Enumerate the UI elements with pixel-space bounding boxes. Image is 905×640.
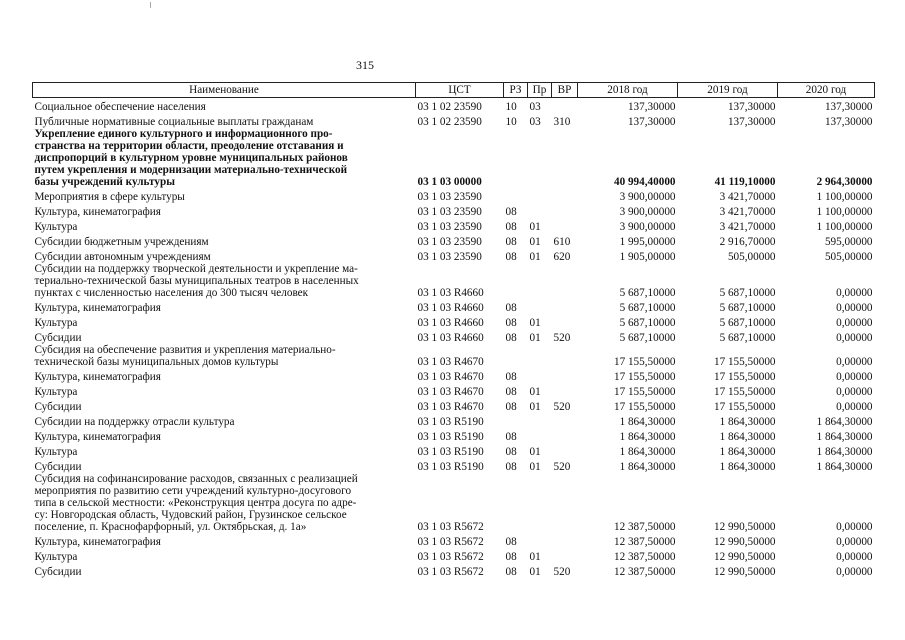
- table-row: [33, 383, 875, 398]
- row-2019: 1 864,30000: [719, 431, 776, 443]
- row-vr: [552, 413, 578, 428]
- row-pr: 01: [529, 446, 541, 458]
- row-name-line: Субсидии: [34, 401, 82, 413]
- row-2019: 3 421,70000: [719, 191, 776, 203]
- row-rz: 08: [505, 431, 517, 443]
- header-name: Наименование: [33, 83, 416, 98]
- row-vr: [552, 263, 578, 299]
- row-name: [33, 383, 416, 398]
- row-name-line: пунктах с численностью населения до 300 тысяч человек: [34, 287, 309, 299]
- row-2020: 0,00000: [836, 521, 873, 533]
- table-row: [33, 533, 875, 548]
- row-2019: 17 155,50000: [713, 371, 776, 383]
- row-rz: 08: [505, 386, 517, 398]
- row-2020: 1 100,00000: [816, 191, 873, 203]
- table-row: [33, 344, 875, 368]
- table-row: [33, 98, 875, 114]
- row-2019: 17 155,50000: [713, 386, 776, 398]
- row-2018: 3 900,00000: [619, 191, 676, 203]
- header-cst: ЦСТ: [416, 83, 504, 98]
- row-name-line: Субсидии на поддержку творческой деятельности и укрепление ма-: [34, 263, 358, 275]
- table-row: [33, 443, 875, 458]
- row-vr: [552, 548, 578, 563]
- row-pr: [528, 413, 552, 428]
- row-pr: [528, 473, 552, 533]
- row-2018: 12 387,50000: [613, 551, 676, 563]
- row-2019: 1 864,30000: [719, 461, 776, 473]
- row-2018: 1 905,00000: [619, 251, 676, 263]
- row-cst: 03 1 03 23590: [417, 191, 482, 203]
- row-name-line: Субсидии: [34, 461, 82, 473]
- row-cst: 03 1 02 23590: [417, 116, 482, 128]
- row-cst: 03 1 03 R4670: [417, 386, 484, 398]
- row-pr: 01: [529, 566, 541, 578]
- header-rz: РЗ: [504, 83, 528, 98]
- row-vr: [552, 203, 578, 218]
- row-cst: 03 1 03 R4660: [417, 332, 484, 344]
- row-cst: 03 1 03 R5672: [417, 536, 484, 548]
- row-vr: [552, 188, 578, 203]
- row-cst: 03 1 03 23590: [417, 236, 482, 248]
- row-name-line: Публичные нормативные социальные выплаты гражданам: [34, 116, 314, 128]
- row-2019: 505,00000: [727, 251, 776, 263]
- row-2020: 0,00000: [836, 356, 873, 368]
- row-name-line: странства на территории области, преодоление отставания и: [34, 140, 344, 152]
- row-cst: 03 1 03 00000: [417, 176, 482, 188]
- row-vr: [552, 218, 578, 233]
- row-2019: 12 990,50000: [713, 536, 776, 548]
- row-name: [33, 563, 416, 578]
- row-cst: 03 1 02 23590: [417, 101, 482, 113]
- row-2018: 1 995,00000: [619, 236, 676, 248]
- row-pr: 01: [529, 236, 541, 248]
- row-pr: 01: [529, 386, 541, 398]
- row-name-line: Культура: [34, 317, 78, 329]
- row-2019: 12 990,50000: [713, 566, 776, 578]
- row-cst: 03 1 03 R5672: [417, 566, 484, 578]
- row-name-line: диспропорций в культурном уровне муниципальных районов: [34, 152, 348, 164]
- row-name: [33, 368, 416, 383]
- row-rz: 08: [505, 236, 517, 248]
- page-number: 315: [356, 58, 374, 72]
- row-2018: 1 864,30000: [619, 416, 676, 428]
- row-pr: 01: [529, 401, 541, 413]
- row-2020: 0,00000: [836, 551, 873, 563]
- row-name-line: мероприятия по развитию сети учреждений культурно-досугового: [34, 485, 352, 497]
- row-name-line: Культура, кинематография: [34, 302, 161, 314]
- row-rz: [504, 188, 528, 203]
- row-vr: 620: [553, 251, 571, 263]
- row-cst: 03 1 03 R4670: [417, 371, 484, 383]
- row-pr: 01: [529, 332, 541, 344]
- row-2020: 0,00000: [836, 317, 873, 329]
- header-pr: Пр: [528, 83, 552, 98]
- row-2018: 5 687,10000: [619, 332, 676, 344]
- budget-table: [32, 82, 875, 578]
- row-2020: 505,00000: [824, 251, 873, 263]
- row-rz: 08: [505, 536, 517, 548]
- row-2020: 137,30000: [824, 101, 873, 113]
- row-rz: 08: [505, 251, 517, 263]
- row-name: [33, 128, 416, 188]
- row-rz: [504, 344, 528, 368]
- table-row: [33, 428, 875, 443]
- row-2019: 3 421,70000: [719, 206, 776, 218]
- row-2018: 5 687,10000: [619, 302, 676, 314]
- row-cst: 03 1 03 23590: [417, 251, 482, 263]
- row-name-line: Субсидия на обеспечение развития и укрепления материально-: [34, 344, 336, 356]
- table-row: [33, 458, 875, 473]
- row-name-line: Культура, кинематография: [34, 431, 161, 443]
- row-2018: 12 387,50000: [613, 521, 676, 533]
- table-row: [33, 473, 875, 533]
- row-name: [33, 314, 416, 329]
- row-vr: [552, 128, 578, 188]
- row-pr: 01: [529, 221, 541, 233]
- row-rz: [504, 263, 528, 299]
- row-name: [33, 428, 416, 443]
- table-row: [33, 263, 875, 299]
- row-pr: [528, 203, 552, 218]
- row-rz: 08: [505, 446, 517, 458]
- table-row: [33, 548, 875, 563]
- table-row: [33, 188, 875, 203]
- row-name: [33, 248, 416, 263]
- row-name-line: Субсидии на поддержку отрасли культура: [34, 416, 235, 428]
- row-2018: 12 387,50000: [613, 566, 676, 578]
- row-name-line: технической базы муниципальных домов культуры: [34, 356, 279, 368]
- row-pr: [528, 368, 552, 383]
- row-2020: 137,30000: [824, 116, 873, 128]
- row-2019: 1 864,30000: [719, 446, 776, 458]
- row-pr: [528, 128, 552, 188]
- row-name-line: Культура: [34, 221, 78, 233]
- table-row: [33, 248, 875, 263]
- row-vr: [552, 299, 578, 314]
- row-2020: 1 100,00000: [816, 221, 873, 233]
- row-2018: 3 900,00000: [619, 221, 676, 233]
- row-vr: [552, 443, 578, 458]
- row-2018: 1 864,30000: [619, 431, 676, 443]
- row-name-line: Субсидии автономным учреждениям: [34, 251, 211, 263]
- row-2020: 0,00000: [836, 287, 873, 299]
- header-vr: ВР: [552, 83, 578, 98]
- row-vr: [552, 98, 578, 114]
- table-row: [33, 314, 875, 329]
- row-2020: 0,00000: [836, 566, 873, 578]
- row-name-line: териально-технической базы муниципальных театров в населенных: [34, 275, 359, 287]
- row-2019: 5 687,10000: [719, 302, 776, 314]
- row-2019: 5 687,10000: [719, 317, 776, 329]
- row-cst: 03 1 03 R5672: [417, 521, 484, 533]
- row-name: [33, 344, 416, 368]
- table-row: [33, 113, 875, 128]
- row-pr: 01: [529, 461, 541, 473]
- row-cst: 03 1 03 R5190: [417, 446, 484, 458]
- row-vr: 310: [553, 116, 571, 128]
- row-cst: 03 1 03 R5672: [417, 551, 484, 563]
- row-2018: 17 155,50000: [613, 371, 676, 383]
- row-2019: 17 155,50000: [713, 356, 776, 368]
- row-rz: [504, 413, 528, 428]
- row-pr: [528, 299, 552, 314]
- row-rz: [504, 473, 528, 533]
- row-name-line: Мероприятия в сфере культуры: [34, 191, 185, 203]
- row-2019: 3 421,70000: [719, 221, 776, 233]
- row-vr: 520: [553, 566, 571, 578]
- row-rz: 08: [505, 371, 517, 383]
- row-rz: 10: [505, 101, 517, 113]
- row-name: [33, 398, 416, 413]
- row-2018: 12 387,50000: [613, 536, 676, 548]
- header-2019: 2019 год: [678, 83, 778, 98]
- row-2018: 40 994,40000: [613, 176, 676, 188]
- row-name: [33, 458, 416, 473]
- row-name-line: Социальное обеспечение населения: [34, 101, 206, 113]
- row-cst: 03 1 03 R4670: [417, 356, 484, 368]
- row-2020: 0,00000: [836, 332, 873, 344]
- row-2019: 137,30000: [727, 116, 776, 128]
- row-name-line: Субсидии: [34, 566, 82, 578]
- row-name: [33, 299, 416, 314]
- table-row: [33, 413, 875, 428]
- row-pr: [528, 188, 552, 203]
- row-rz: [504, 128, 528, 188]
- row-name-line: Культура: [34, 446, 78, 458]
- row-rz: 08: [505, 302, 517, 314]
- row-cst: 03 1 03 R4660: [417, 302, 484, 314]
- row-rz: 08: [505, 551, 517, 563]
- row-2020: 0,00000: [836, 371, 873, 383]
- row-pr: [528, 344, 552, 368]
- row-name: [33, 548, 416, 563]
- row-rz: 08: [505, 317, 517, 329]
- row-rz: 08: [505, 206, 517, 218]
- table-row: [33, 563, 875, 578]
- row-2019: 17 155,50000: [713, 401, 776, 413]
- row-name-line: Культура, кинематография: [34, 371, 161, 383]
- row-2018: 5 687,10000: [619, 287, 676, 299]
- row-cst: 03 1 03 R4660: [417, 287, 484, 299]
- row-2018: 17 155,50000: [613, 401, 676, 413]
- row-vr: [552, 473, 578, 533]
- table-row: [33, 398, 875, 413]
- row-2020: 595,00000: [824, 236, 873, 248]
- row-pr: 01: [529, 551, 541, 563]
- table-row: [33, 368, 875, 383]
- row-vr: [552, 383, 578, 398]
- table-row: [33, 329, 875, 344]
- row-pr: [528, 533, 552, 548]
- row-rz: 08: [505, 566, 517, 578]
- row-2020: 1 100,00000: [816, 206, 873, 218]
- row-cst: 03 1 03 R5190: [417, 431, 484, 443]
- row-vr: 520: [553, 332, 571, 344]
- row-name: [33, 233, 416, 248]
- row-2019: 137,30000: [727, 101, 776, 113]
- row-name: [33, 218, 416, 233]
- row-vr: 520: [553, 461, 571, 473]
- row-cst: 03 1 03 R4670: [417, 401, 484, 413]
- header-2018: 2018 год: [578, 83, 678, 98]
- row-2020: 0,00000: [836, 386, 873, 398]
- row-rz: 10: [505, 116, 517, 128]
- row-name: [33, 98, 416, 114]
- row-name-line: Культура: [34, 386, 78, 398]
- row-2019: 41 119,10000: [714, 176, 776, 188]
- row-name-line: Субсидии бюджетным учреждениям: [34, 236, 209, 248]
- row-name-line: су: Новгородская область, Чудовский район, Грузинское сельское: [34, 509, 347, 521]
- row-cst: 03 1 03 R4660: [417, 317, 484, 329]
- row-2020: 0,00000: [836, 536, 873, 548]
- row-name-line: Укрепление единого культурного и информационного про-: [34, 128, 333, 140]
- row-2018: 3 900,00000: [619, 206, 676, 218]
- row-2019: 5 687,10000: [719, 287, 776, 299]
- table-row: [33, 299, 875, 314]
- table-row: [33, 203, 875, 218]
- row-rz: 08: [505, 221, 517, 233]
- row-name: [33, 533, 416, 548]
- row-2020: 1 864,30000: [816, 461, 873, 473]
- row-cst: 03 1 03 R5190: [417, 416, 484, 428]
- row-pr: 01: [529, 251, 541, 263]
- row-name-line: типа в сельской местности: «Реконструкция центра досуга по адре-: [34, 497, 357, 509]
- table-row: [33, 128, 875, 188]
- row-rz: 08: [505, 401, 517, 413]
- row-2018: 5 687,10000: [619, 317, 676, 329]
- row-vr: [552, 368, 578, 383]
- row-name-line: базы учреждений культуры: [34, 176, 175, 188]
- row-name-line: Субсидия на софинансирование расходов, связанных с реализацией: [34, 473, 358, 485]
- table-body: [33, 98, 875, 579]
- row-pr: 03: [529, 116, 541, 128]
- row-2018: 137,30000: [627, 101, 676, 113]
- row-2018: 137,30000: [627, 116, 676, 128]
- row-name-line: путем укрепления и модернизации материально-технической: [34, 164, 348, 176]
- table-row: [33, 233, 875, 248]
- row-name-line: Культура, кинематография: [34, 536, 161, 548]
- row-2018: 17 155,50000: [613, 386, 676, 398]
- row-cst: 03 1 03 23590: [417, 221, 482, 233]
- row-name: [33, 188, 416, 203]
- row-name: [33, 113, 416, 128]
- row-2020: 2 964,30000: [816, 176, 873, 188]
- stray-mark: [150, 2, 151, 8]
- row-2020: 1 864,30000: [816, 431, 873, 443]
- row-vr: [552, 344, 578, 368]
- row-name: [33, 263, 416, 299]
- row-2018: 17 155,50000: [613, 356, 676, 368]
- row-pr: [528, 263, 552, 299]
- row-pr: 01: [529, 317, 541, 329]
- header-2020: 2020 год: [778, 83, 875, 98]
- row-cst: 03 1 03 R5190: [417, 461, 484, 473]
- row-2019: 12 990,50000: [713, 521, 776, 533]
- table-row: [33, 218, 875, 233]
- row-2019: 5 687,10000: [719, 332, 776, 344]
- row-2020: 1 864,30000: [816, 416, 873, 428]
- row-2020: 1 864,30000: [816, 446, 873, 458]
- table-header-row: [33, 83, 875, 98]
- row-vr: [552, 314, 578, 329]
- row-name-line: Культура, кинематография: [34, 206, 161, 218]
- row-vr: 520: [553, 401, 571, 413]
- row-name: [33, 203, 416, 218]
- row-pr: [528, 428, 552, 443]
- row-vr: [552, 428, 578, 443]
- row-2018: 1 864,30000: [619, 446, 676, 458]
- row-2020: 0,00000: [836, 401, 873, 413]
- row-name: [33, 473, 416, 533]
- row-name: [33, 413, 416, 428]
- row-2019: 1 864,30000: [719, 416, 776, 428]
- row-2019: 12 990,50000: [713, 551, 776, 563]
- row-rz: 08: [505, 461, 517, 473]
- row-2020: 0,00000: [836, 302, 873, 314]
- row-pr: 03: [529, 101, 541, 113]
- row-2018: 1 864,30000: [619, 461, 676, 473]
- row-name-line: Субсидии: [34, 332, 82, 344]
- row-vr: [552, 533, 578, 548]
- row-vr: 610: [553, 236, 571, 248]
- row-name: [33, 329, 416, 344]
- row-name-line: Культура: [34, 551, 78, 563]
- row-cst: 03 1 03 23590: [417, 206, 482, 218]
- row-rz: 08: [505, 332, 517, 344]
- row-name-line: поселение, п. Краснофарфорный, ул. Октябрьская, д. 1а»: [34, 521, 307, 533]
- row-name: [33, 443, 416, 458]
- row-2019: 2 916,70000: [719, 236, 776, 248]
